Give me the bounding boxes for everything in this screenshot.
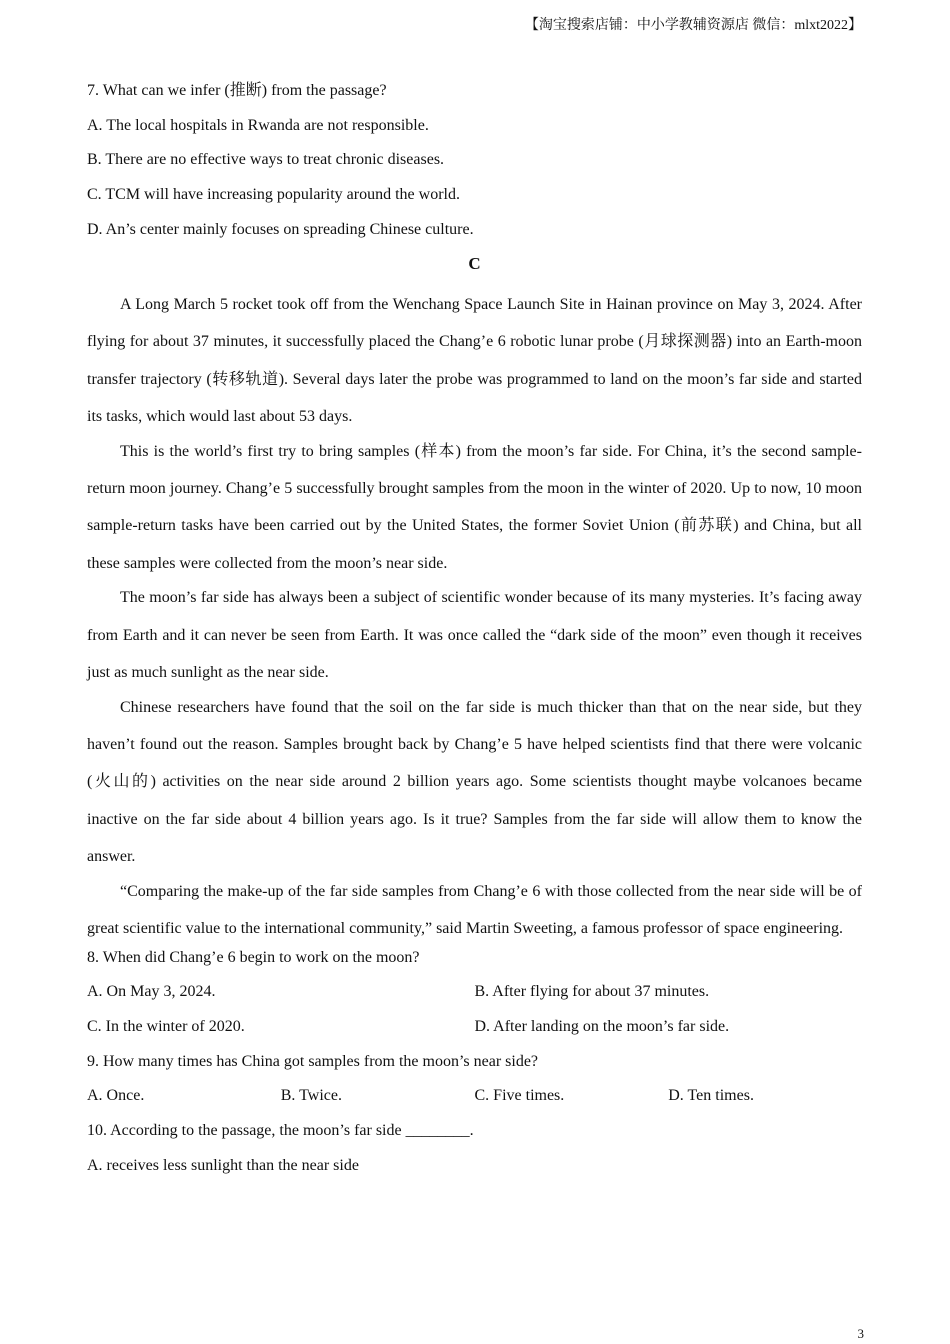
option-d: D. After landing on the moon’s far side.	[474, 1017, 730, 1035]
option-c: C. In the winter of 2020.	[87, 1017, 245, 1035]
option-b: B. Twice.	[280, 1087, 342, 1105]
question-text: 10. According to the passage, the moon’s far side ________.	[87, 1121, 474, 1139]
option-a: A. On May 3, 2024.	[87, 983, 216, 1001]
passage-paragraph: Chinese researchers have found that the soil on the far side is much thicker than that on the near side, but they haven’t found out the reason. Samples brought back by Chang’e 5 have helped scientists find that there were volcanic (火山的) activities on the near side around 2 billion years ago. Some scientists thought maybe volcanoes became inactive on the far side about 4 billion years ago. Is it true? Samples from the far side will allow them to know the answer.	[87, 698, 862, 865]
option-c: C. TCM will have increasing popularity around the world.	[87, 186, 460, 204]
question-8	[87, 945, 862, 1049]
option-b: B. There are no effective ways to treat chronic diseases.	[87, 151, 445, 169]
option-a: A. receives less sunlight than the near side	[87, 1156, 359, 1174]
document-body	[87, 78, 862, 1187]
question-text: 9. How many times has China got samples from the moon’s near side?	[87, 1052, 539, 1070]
passage-paragraph: The moon’s far side has always been a subject of scientific wonder because of its many mysteries. It’s facing away from Earth and it can never be seen from Earth. It was once called the “dark side of the moon” even though it receives just as much sunlight as the near side.	[87, 589, 862, 681]
option-a: A. The local hospitals in Rwanda are not responsible.	[87, 116, 429, 134]
passage	[87, 286, 862, 947]
option-d: D. An’s center mainly focuses on spreading Chinese culture.	[87, 220, 474, 238]
passage-paragraph: A Long March 5 rocket took off from the Wenchang Space Launch Site in Hainan province on May 3, 2024. After flying for about 37 minutes, it successfully placed the Chang’e 6 robotic lunar probe (月球探测器) into an Earth-moon transfer trajectory (转移轨道). Several days later the probe was programmed to land on the moon’s far side and started its tasks, which would last about 53 days.	[87, 296, 862, 426]
passage-paragraph: This is the world’s first try to bring samples (样本) from the moon’s far side. For China, it’s the second sample-return moon journey. Chang’e 5 successfully brought samples from the moon in the winter of 2020. Up to now, 10 moon sample-return tasks have been carried out by the United States, the former Soviet Union (前苏联) and China, but all these samples were collected from the moon’s near side.	[87, 442, 862, 572]
option-d: D. Ten times.	[668, 1087, 754, 1105]
passage-paragraph: “Comparing the make-up of the far side samples from Chang’e 6 with those collected from the near side will be of great scientific value to the international community,” said Martin Sweeting, a famous professor of space engineering.	[87, 882, 862, 937]
option-c: C. Five times.	[474, 1087, 565, 1105]
option-a: A. Once.	[87, 1087, 145, 1105]
question-10	[87, 1118, 862, 1187]
options-row	[87, 1083, 862, 1118]
options-row	[87, 979, 862, 1014]
question-7	[87, 78, 862, 251]
question-text: 7. What can we infer (推断) from the passage?	[87, 82, 387, 99]
options-row	[87, 1014, 862, 1049]
question-text: 8. When did Chang’e 6 begin to work on the moon?	[87, 948, 420, 966]
question-9	[87, 1049, 862, 1118]
page-header: 【淘宝搜索店铺：中小学教辅资源店 微信：mlxt2022】	[524, 18, 862, 33]
section-heading: C	[468, 254, 481, 274]
option-b: B. After flying for about 37 minutes.	[474, 983, 710, 1001]
page-number: 3	[857, 1326, 864, 1341]
